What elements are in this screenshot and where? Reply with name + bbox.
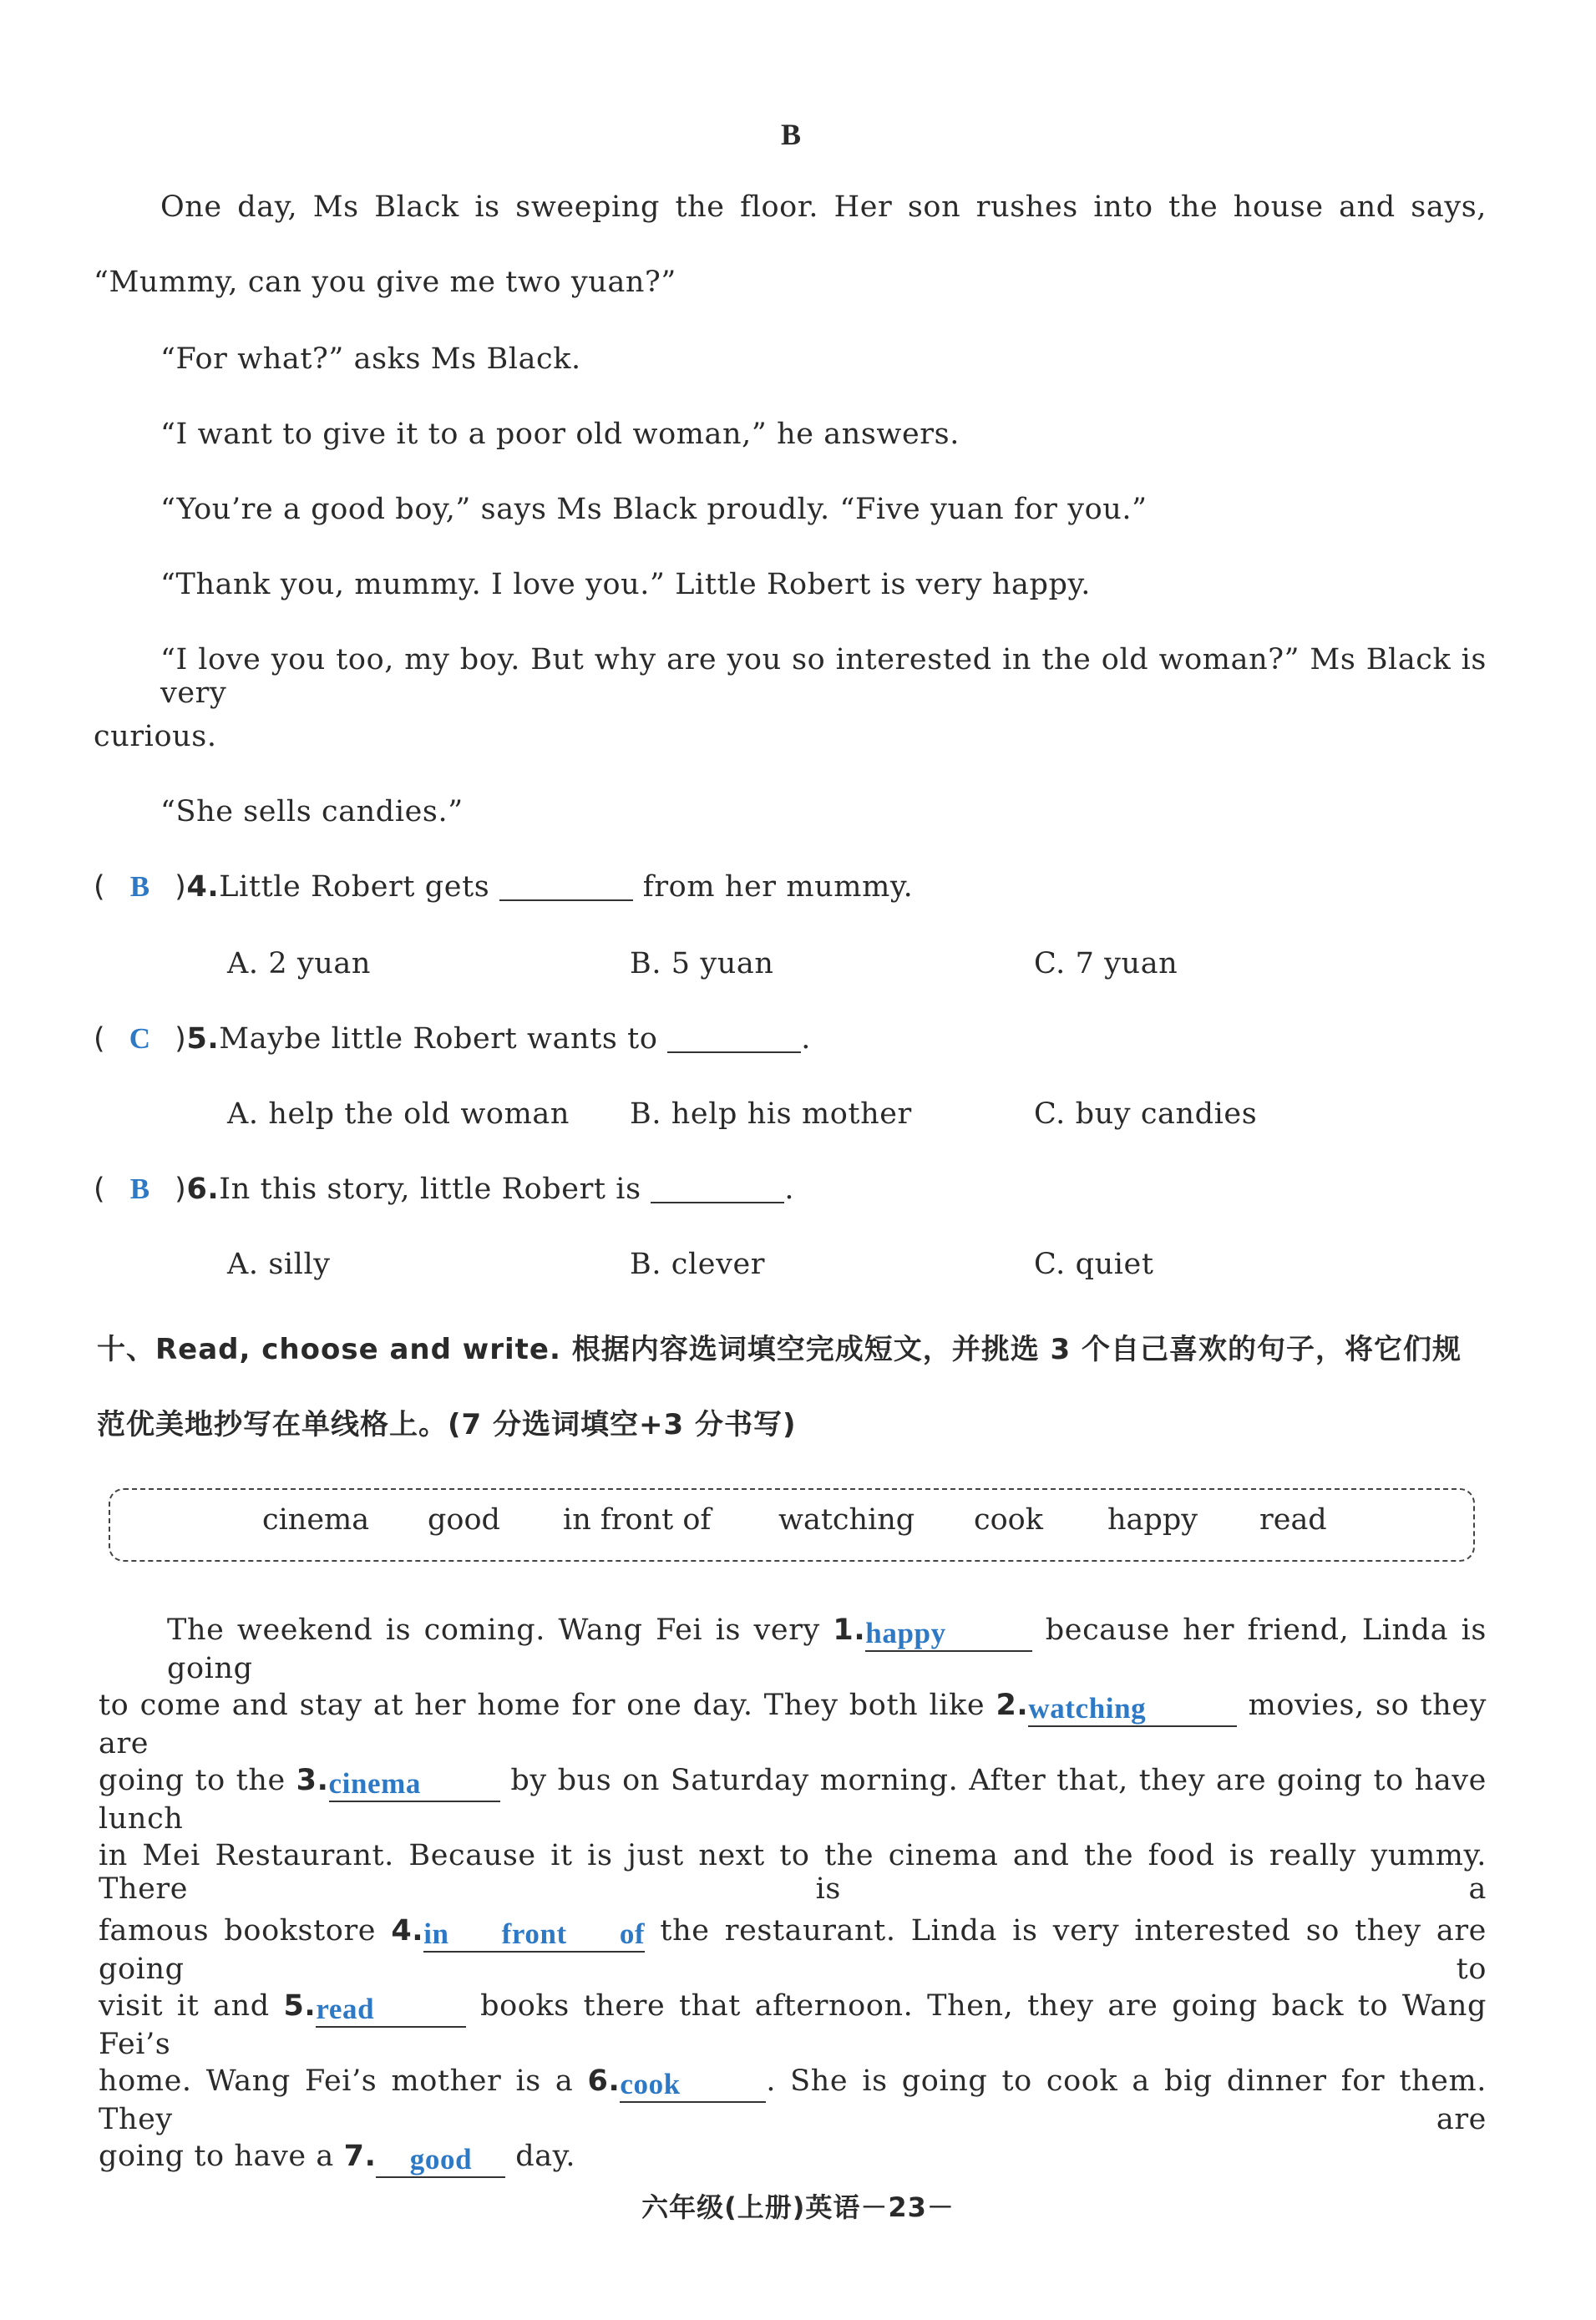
answer-blank bbox=[667, 1022, 801, 1053]
passage-line: going to the 3.cinema by bus on Saturday morning. After that, they are going to have lunch bbox=[99, 1764, 1487, 1836]
option-b: B. 5 yuan bbox=[630, 947, 774, 980]
option-c: C. quiet bbox=[1034, 1248, 1154, 1281]
question-5: ( C )5.Maybe little Robert wants to . bbox=[94, 1022, 811, 1056]
word-bank-item: read bbox=[1259, 1503, 1327, 1537]
section-10-heading: 范优美地抄写在单线格上。(7 分选词填空+3 分书写) bbox=[97, 1408, 797, 1441]
option-b: B. help his mother bbox=[630, 1097, 912, 1131]
passage-line: The weekend is coming. Wang Fei is very 1.happy because her friend, Linda is going bbox=[167, 1613, 1487, 1685]
fill-blank-3: cinema bbox=[329, 1767, 500, 1802]
paragraph-line: “I love you too, my boy. But why are you so interested in the old woman?” Ms Black is very bbox=[160, 643, 1487, 710]
option-a: A. silly bbox=[227, 1248, 331, 1281]
paragraph-line: curious. bbox=[94, 720, 217, 753]
passage-line: home. Wang Fei’s mother is a 6.cook . She is going to cook a big dinner for them. They are bbox=[99, 2064, 1487, 2136]
fill-blank-1: happy bbox=[865, 1617, 1032, 1652]
option-a: A. 2 yuan bbox=[227, 947, 372, 980]
answer-mark: C bbox=[129, 1022, 151, 1055]
fill-blank-7: good bbox=[376, 2143, 505, 2178]
word-bank-item: watching bbox=[778, 1503, 915, 1537]
question-4: ( B )4.Little Robert gets from her mummy. bbox=[94, 870, 914, 904]
word-bank-item: cinema bbox=[262, 1503, 370, 1537]
paragraph-line: “Mummy, can you give me two yuan?” bbox=[94, 266, 676, 299]
passage-line: famous bookstore 4.in front of the restaurant. Linda is very interested so they are going to bbox=[99, 1914, 1487, 1986]
option-c: C. buy candies bbox=[1034, 1097, 1258, 1131]
fill-blank-6: cook bbox=[620, 2068, 766, 2103]
paragraph-line: “She sells candies.” bbox=[160, 795, 464, 828]
answer-blank bbox=[651, 1173, 784, 1203]
paragraph-line: “For what?” asks Ms Black. bbox=[160, 342, 581, 376]
page-footer: 六年级(上册)英语－23－ bbox=[641, 2191, 955, 2223]
section-10-heading: 十、Read, choose and write. 根据内容选词填空完成短文，并挑选 3 个自己喜欢的句子，将它们规 bbox=[97, 1333, 1462, 1366]
passage-line: going to have a 7. good day. bbox=[99, 2140, 575, 2178]
paragraph-line: “You’re a good boy,” says Ms Black proudly. “Five yuan for you.” bbox=[160, 493, 1148, 526]
fill-blank-5: read bbox=[316, 1993, 466, 2028]
word-bank-item: cook bbox=[974, 1503, 1043, 1537]
question-6: ( B )6.In this story, little Robert is . bbox=[94, 1173, 795, 1206]
option-b: B. clever bbox=[630, 1248, 766, 1281]
paragraph-line: “I want to give it to a poor old woman,” he answers. bbox=[160, 418, 960, 451]
word-bank-item: good bbox=[428, 1503, 500, 1537]
fill-blank-2: watching bbox=[1028, 1692, 1237, 1727]
word-bank-item: happy bbox=[1107, 1503, 1198, 1537]
option-c: C. 7 yuan bbox=[1034, 947, 1178, 980]
word-bank-item: in front of bbox=[563, 1503, 712, 1537]
answer-mark: B bbox=[129, 870, 150, 903]
answer-mark: B bbox=[129, 1173, 150, 1205]
fill-blank-4: in front of bbox=[423, 1917, 645, 1953]
option-a: A. help the old woman bbox=[227, 1097, 570, 1131]
paragraph-line: “Thank you, mummy. I love you.” Little Robert is very happy. bbox=[160, 568, 1091, 601]
passage-line: visit it and 5.read books there that afternoon. Then, they are going back to Wang Fei’s bbox=[99, 1989, 1487, 2061]
answer-blank bbox=[499, 870, 633, 901]
passage-line: to come and stay at her home for one day. They both like 2.watching movies, so they are bbox=[99, 1689, 1487, 1760]
reading-heading: B bbox=[781, 118, 802, 151]
passage-line: in Mei Restaurant. Because it is just next to the cinema and the food is really yummy. There is a bbox=[99, 1839, 1487, 1906]
paragraph-line: One day, Ms Black is sweeping the floor. Her son rushes into the house and says, bbox=[160, 190, 1487, 224]
